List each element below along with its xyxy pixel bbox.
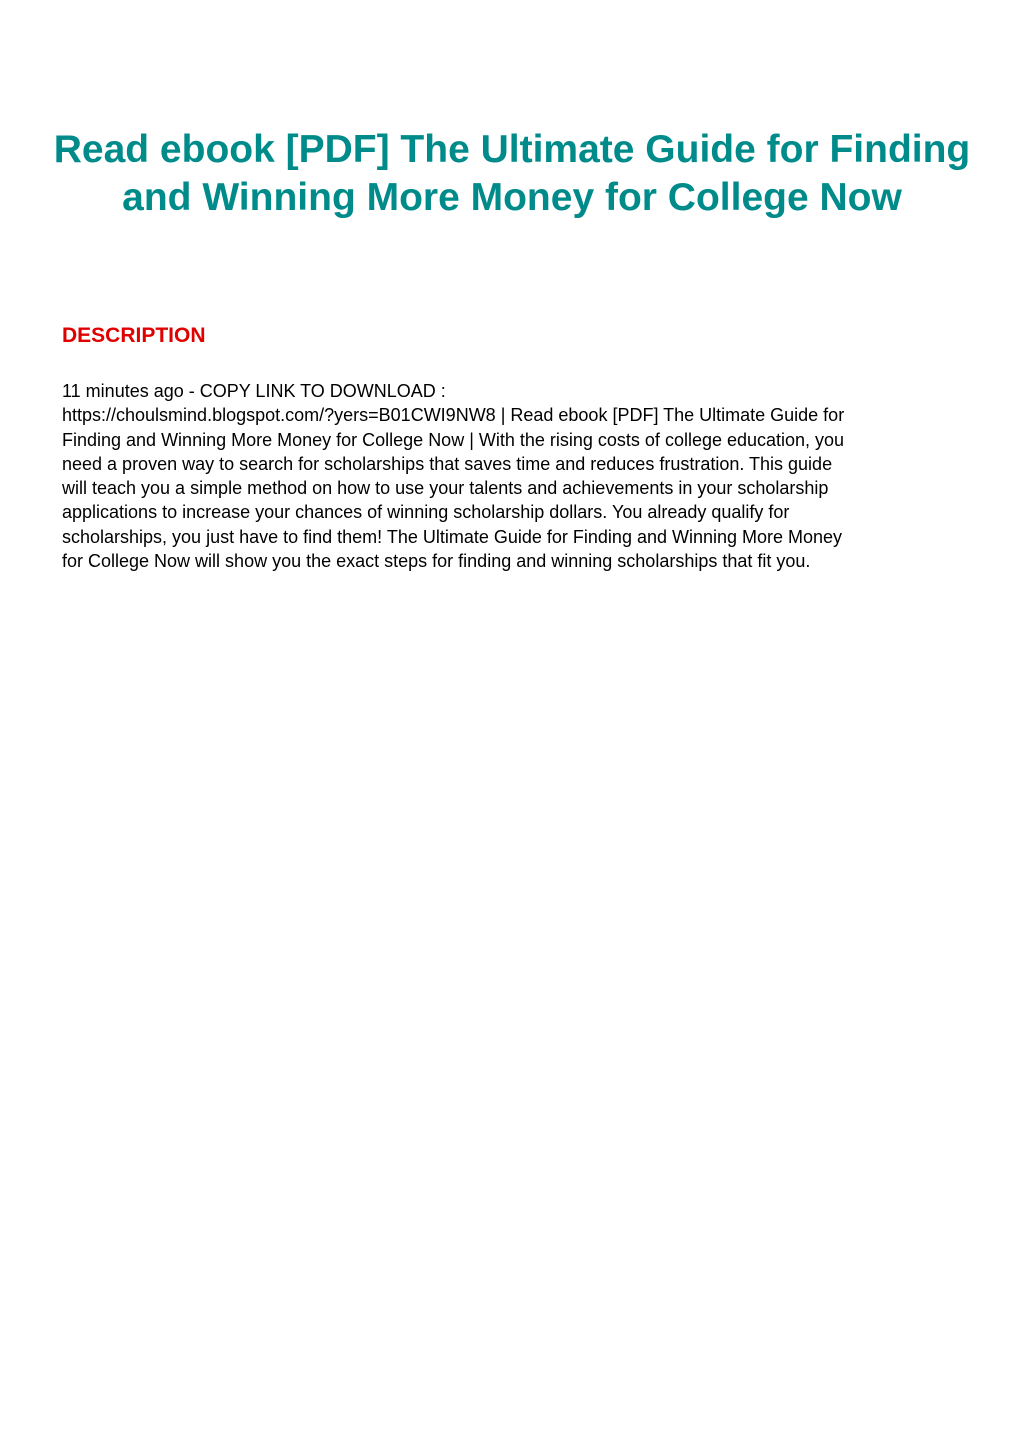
description-line: scholarships, you just have to find them! The Ultimate Guide for Finding and Winning More Money: [62, 526, 843, 547]
description-line: need a proven way to search for scholarships that saves time and reduces frustration. This guide: [62, 453, 833, 474]
description-line: 11 minutes ago - COPY LINK TO DOWNLOAD :: [62, 381, 446, 401]
description-line: will teach you a simple method on how to use your talents and achievements in your scholarship: [62, 478, 829, 499]
section-heading-description: DESCRIPTION: [62, 324, 206, 347]
description-line: Finding and Winning More Money for College Now | With the rising costs of college education, you: [62, 429, 845, 450]
document-title: Read ebook [PDF] The Ultimate Guide for Finding and Winning More Money for College Now: [53, 128, 971, 219]
description-line: for College Now will show you the exact steps for finding and winning scholarships that fit you.: [62, 551, 811, 572]
description-line: applications to increase your chances of winning scholarship dollars. You already qualify for: [62, 502, 790, 523]
description-line: https://choulsmind.blogspot.com/?yers=B01CWI9NW8 | Read ebook [PDF] The Ultimate Guide for: [62, 405, 845, 426]
description-paragraph: [62, 379, 962, 573]
